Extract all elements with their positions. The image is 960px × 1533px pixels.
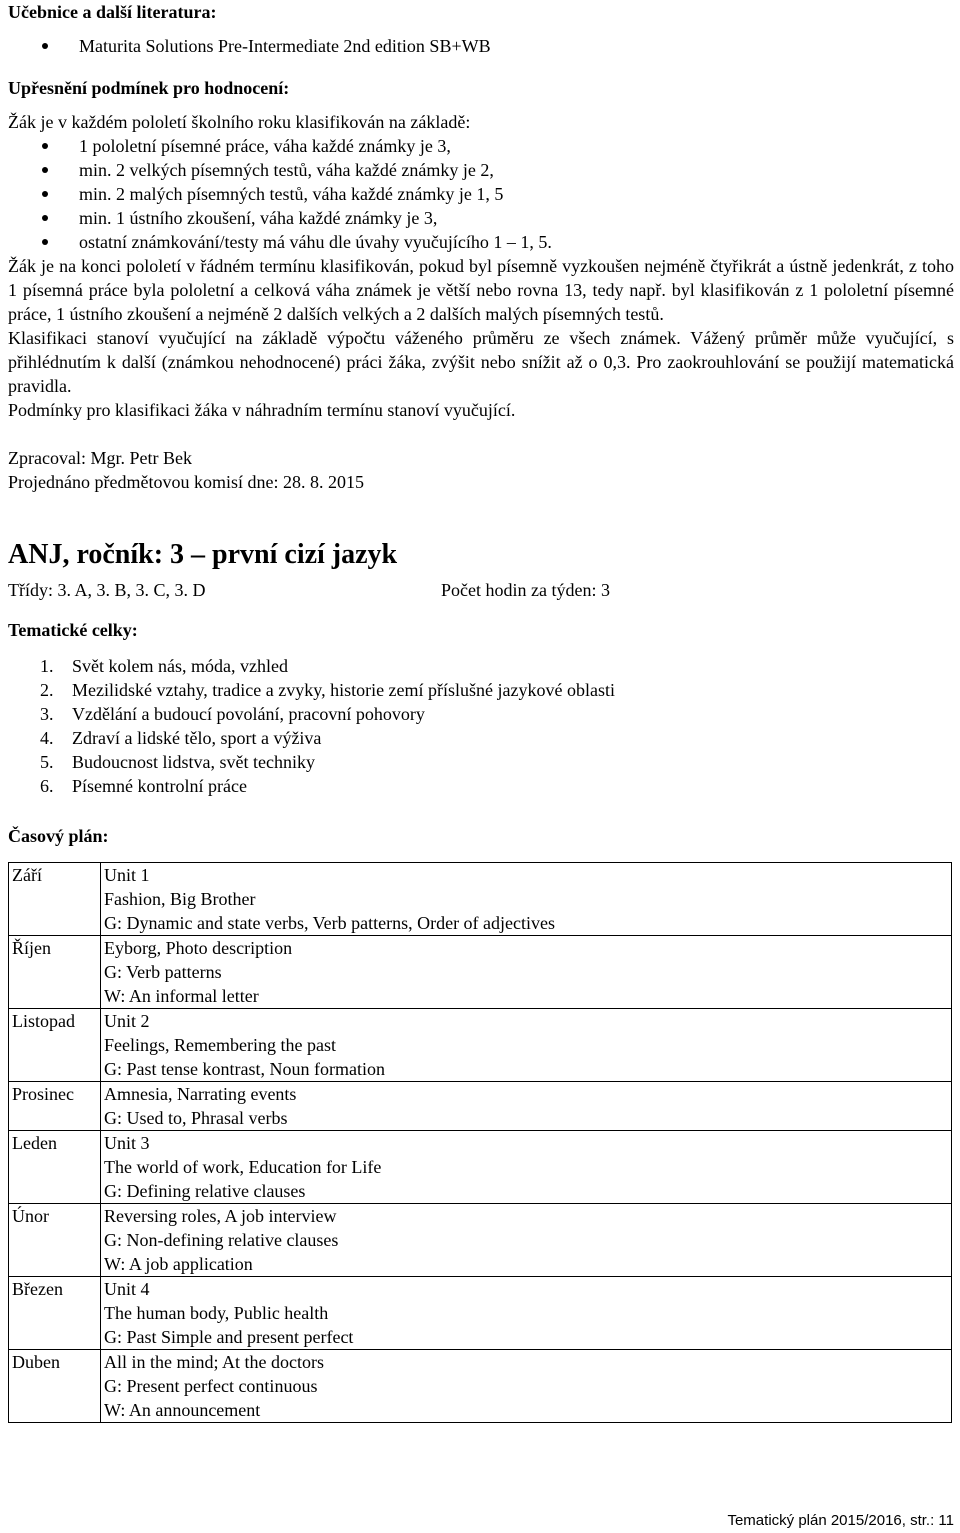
schedule-table: [8, 862, 952, 1423]
table-row: [9, 863, 952, 936]
books-list: [8, 34, 954, 58]
topics-list: [8, 654, 954, 798]
bullet-icon: [42, 215, 48, 221]
document-page: [8, 0, 954, 1423]
evaluation-paragraph-2: Klasifikaci stanoví vyučující na základě výpočtu váženého průměru ze všech známek. Vážený průměr může vyučující, s přihlédnutím k další (známkou nehodnocené) práci žáka, zvýšit nebo snížit až o 0,3. Pro zaokrouhlování se použijí matematická pravidla.: [8, 328, 954, 396]
classes-text: Třídy: 3. A, 3. B, 3. C, 3. D: [8, 580, 206, 600]
topics-heading: Tematické celky:: [8, 620, 138, 640]
hours-text: Počet hodin za týden: 3: [441, 580, 610, 600]
list-item: 6. Písemné kontrolní práce: [40, 776, 247, 796]
month-cell: Březen: [9, 1277, 101, 1350]
class-info: [8, 578, 954, 602]
list-item: min. 1 ústního zkoušení, váha každé známky je 3,: [8, 206, 954, 230]
list-item: min. 2 velkých písemných testů, váha každé známky je 2,: [8, 158, 954, 182]
evaluation-list: [8, 134, 954, 254]
bullet-icon: [42, 239, 48, 245]
list-item: 1 pololetní písemné práce, váha každé známky je 3,: [8, 134, 954, 158]
content-cell: All in the mind; At the doctors G: Present perfect continuous W: An announcement: [101, 1350, 952, 1423]
evaluation-paragraph-3: Podmínky pro klasifikaci žáka v náhradním termínu stanoví vyučující.: [8, 400, 516, 420]
list-item: 3. Vzdělání a budoucí povolání, pracovní pohovory: [40, 704, 425, 724]
content-cell: Reversing roles, A job interview G: Non-defining relative clauses W: A job application: [101, 1204, 952, 1277]
page-title: ANJ, ročník: 3 – první cizí jazyk: [8, 539, 398, 570]
evaluation-intro: Žák je v každém pololetí školního roku klasifikován na základě:: [8, 112, 471, 132]
month-cell: Listopad: [9, 1009, 101, 1082]
bullet-icon: [42, 143, 48, 149]
table-row: [9, 1009, 952, 1082]
month-cell: Leden: [9, 1131, 101, 1204]
content-cell: Unit 2 Feelings, Remembering the past G: Past tense kontrast, Noun formation: [101, 1009, 952, 1082]
schedule-heading: Časový plán:: [8, 826, 109, 846]
list-item: 5. Budoucnost lidstva, svět techniky: [40, 752, 315, 772]
bullet-icon: [42, 167, 48, 173]
table-row: [9, 1277, 952, 1350]
list-item: ostatní známkování/testy má váhu dle úvahy vyučujícího 1 – 1, 5.: [8, 230, 954, 254]
table-row: [9, 1131, 952, 1204]
content-cell: Unit 1 Fashion, Big Brother G: Dynamic and state verbs, Verb patterns, Order of adjectives: [101, 863, 952, 936]
books-heading: Učebnice a další literatura:: [8, 2, 217, 22]
list-item: 2. Mezilidské vztahy, tradice a zvyky, historie zemí příslušné jazykové oblasti: [40, 680, 615, 700]
table-row: [9, 1082, 952, 1131]
list-item: min. 2 malých písemných testů, váha každé známky je 1, 5: [8, 182, 954, 206]
table-row: [9, 1204, 952, 1277]
list-item: Maturita Solutions Pre-Intermediate 2nd edition SB+WB: [8, 34, 954, 58]
content-cell: Eyborg, Photo description G: Verb patterns W: An informal letter: [101, 936, 952, 1009]
table-row: [9, 1350, 952, 1423]
table-row: [9, 936, 952, 1009]
list-item: 4. Zdraví a lidské tělo, sport a výživa: [40, 728, 322, 748]
month-cell: Září: [9, 863, 101, 936]
month-cell: Prosinec: [9, 1082, 101, 1131]
footer-label: Tematický plán 2015/2016, str.:: [727, 1512, 939, 1529]
month-cell: Říjen: [9, 936, 101, 1009]
month-cell: Duben: [9, 1350, 101, 1423]
list-item: 1. Svět kolem nás, móda, vzhled: [40, 656, 288, 676]
month-cell: Únor: [9, 1204, 101, 1277]
approved-date: Projednáno předmětovou komisí dne: 28. 8. 2015: [8, 472, 364, 492]
prepared-by: Zpracoval: Mgr. Petr Bek: [8, 448, 192, 468]
bullet-icon: [42, 191, 48, 197]
content-cell: Unit 4 The human body, Public health G: Past Simple and present perfect: [101, 1277, 952, 1350]
page-footer: [727, 1512, 954, 1530]
bullet-icon: [42, 43, 48, 49]
evaluation-heading: Upřesnění podmínek pro hodnocení:: [8, 78, 290, 98]
content-cell: Unit 3 The world of work, Education for Life G: Defining relative clauses: [101, 1131, 952, 1204]
page-number: 11: [938, 1512, 954, 1529]
evaluation-paragraph-1: Žák je na konci pololetí v řádném termínu klasifikován, pokud byl písemně vyzkoušen nejméně čtyřikrát a ústně jedenkrát, z toho 1 písemná práce byla pololetní a celková váha známek je větší nebo rovna 13, tedy např. byl klasifikován z 1 pololetní písemné práce, 1 ústního zkoušení a nejméně 2 dalších velkých a 2 dalších malých písemných testů.: [8, 256, 954, 324]
content-cell: Amnesia, Narrating events G: Used to, Phrasal verbs: [101, 1082, 952, 1131]
